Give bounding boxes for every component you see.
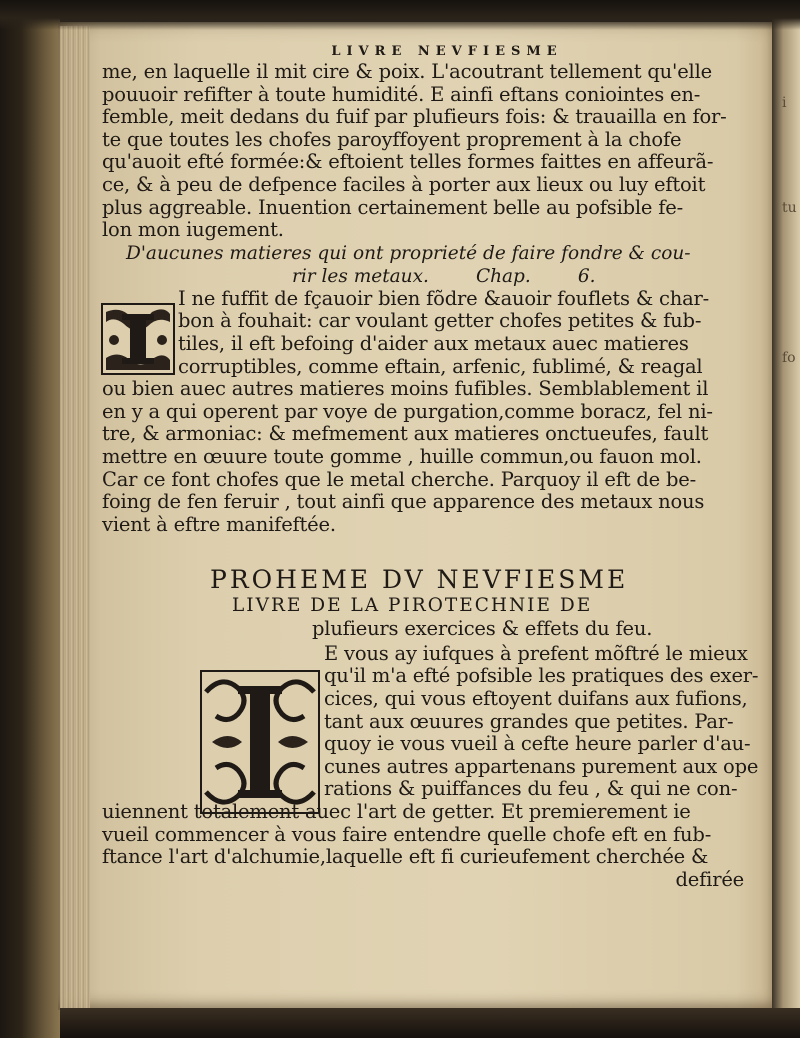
next-page-fragment: tu	[782, 200, 797, 216]
chapter-title-line-1: D'aucunes matieres qui ont proprieté de faire fondre & cou-	[126, 242, 691, 264]
proheme-subheading-2: plufieurs exercices & effets du feu.	[312, 617, 653, 641]
text-line: E vous ay iufques à prefent mõftré le mieux	[324, 641, 748, 665]
proheme-heading: PROHEME DV NEVFIESME	[210, 565, 629, 595]
text-line: cunes autres appartenans purement aux ope	[324, 754, 759, 778]
text-line: foing de fen feruir , tout ainfi que apparence des metaux nous	[102, 490, 705, 514]
next-page-fragment: fo	[782, 350, 796, 366]
text-line: vueil commencer à vous faire entendre quelle chofe eft en fub-	[102, 822, 712, 846]
paragraph-1	[102, 61, 752, 242]
text-line: corruptibles, comme eftain, arfenic, fublimé, & reagal	[178, 354, 703, 378]
text-line: tiles, il eft befoing d'aider aux metaux auec matieres	[178, 331, 689, 355]
top-edge-shadow	[0, 0, 800, 30]
text-line: vient à eftre manifeftée.	[102, 512, 336, 536]
paragraph-2	[102, 288, 752, 537]
text-line: lon mon iugement.	[102, 218, 284, 242]
text-line: femble, meit dedans du fuif par plufieurs fois: & trauailla en for-	[102, 105, 727, 129]
text-line: qu'auoit efté formée:& eftoient telles formes faittes en affeurã-	[102, 150, 714, 174]
next-page-fragment: i	[782, 95, 787, 111]
text-line: uiennent totalement auec l'art de getter. Et premierement ie	[102, 800, 691, 824]
book-spine	[0, 0, 60, 1038]
chapter-title-line-2: rir les metaux. Chap. 6.	[292, 265, 596, 287]
page-text	[102, 44, 759, 891]
text-line: en y a qui operent par voye de purgation,comme boracz, fel ni-	[102, 399, 713, 423]
text-line: qu'il m'a efté pofsible les pratiques des exer-	[324, 664, 759, 688]
next-page-edge	[772, 0, 800, 1038]
text-line: plus aggreable. Inuention certainement belle au pofsible fe-	[102, 195, 684, 219]
proheme-subheading: LIVRE DE LA PIROTECHNIE DE	[232, 595, 593, 617]
text-line: cices, qui vous eftoyent duifans aux fufions,	[324, 687, 748, 711]
catchword: defirée	[675, 867, 744, 891]
text-line: bon à fouhait: car voulant getter chofes petites & fub-	[178, 309, 702, 333]
bottom-edge-shadow	[60, 1008, 800, 1038]
text-line: quoy ie vous vueil à cefte heure parler d'au-	[324, 732, 751, 756]
page-edges	[60, 26, 90, 1011]
text-line: rations & puiffances du feu , & qui ne con-	[324, 777, 738, 801]
text-line: I ne fuffit de fçauoir bien fõdre &auoir fouflets & char-	[178, 286, 710, 310]
text-line: mettre en œuure toute gomme , huille commun,ou fauon mol.	[102, 444, 702, 468]
text-line: tre, & armoniac: & mefmement aux matieres onctueufes, fault	[102, 422, 709, 446]
text-line: me, en laquelle il mit cire & poix. L'acoutrant tellement qu'elle	[102, 60, 712, 83]
text-line: ou bien auec autres matieres moins fufibles. Semblablement il	[102, 377, 709, 401]
text-line: pouuoir refifter à toute humidité. E ainfi eftans coniointes en-	[102, 82, 701, 106]
text-line: ftance l'art d'alchumie,laquelle eft fi curieufement cherchée &	[102, 845, 709, 869]
paragraph-3	[102, 641, 759, 892]
text-line: Car ce font chofes que le metal cherche. Parquoy il eft de be-	[102, 467, 696, 491]
text-line: ce, & à peu de defpence faciles à porter aux lieux ou luy eftoit	[102, 172, 706, 196]
text-line: te que toutes les chofes paroyffoyent proprement à la chofe	[102, 127, 682, 151]
running-head: LIVRE NEVFIESME	[331, 44, 563, 59]
text-line: tant aux œuures grandes que petites. Par-	[324, 709, 734, 733]
